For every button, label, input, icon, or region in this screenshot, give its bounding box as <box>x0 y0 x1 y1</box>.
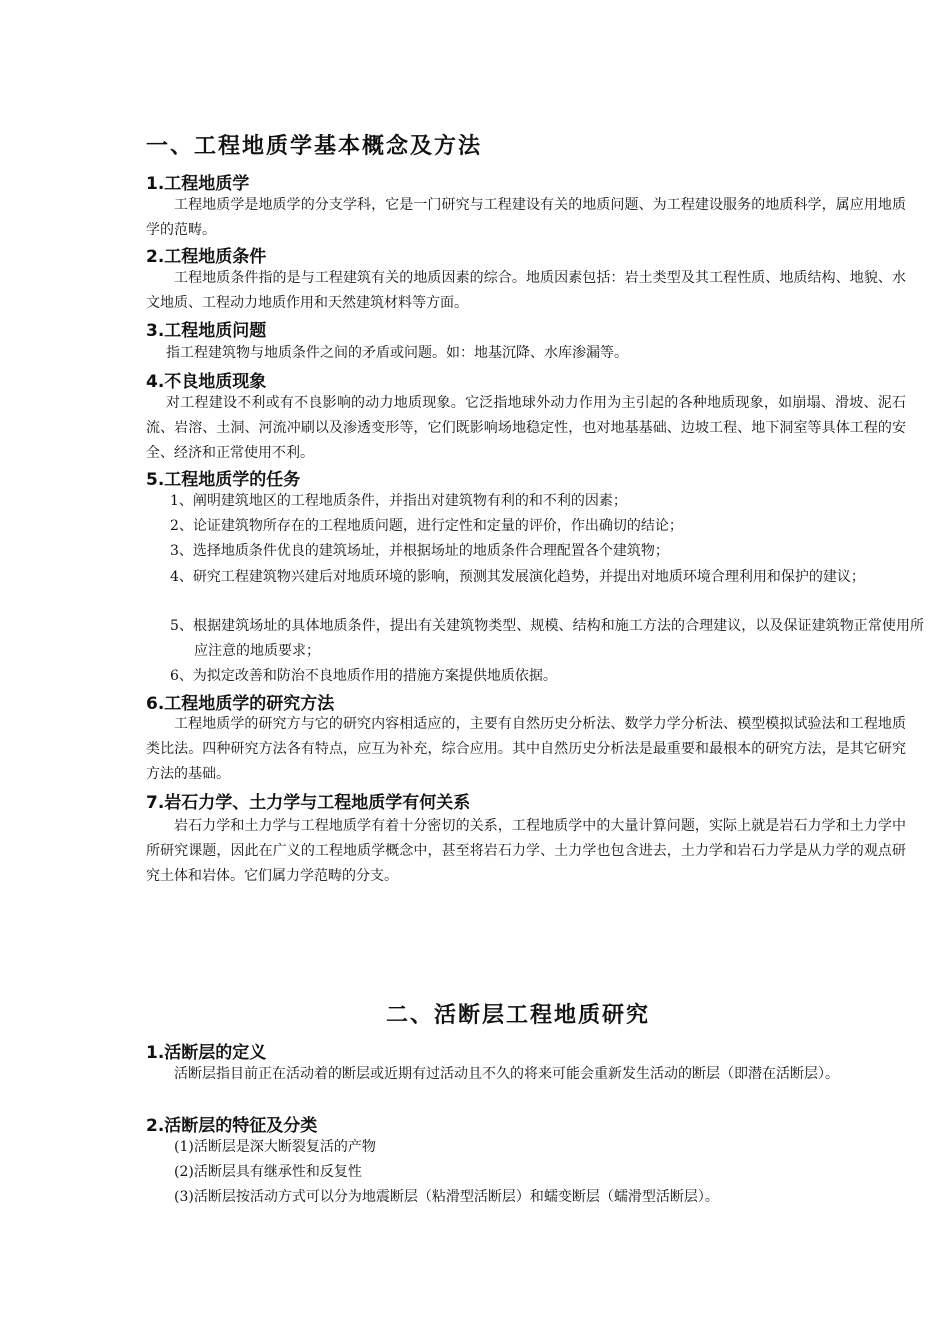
heading-active-fault-features: 2.活断层的特征及分类 <box>146 1116 318 1136</box>
heading-research-methods: 6.工程地质学的研究方法 <box>146 694 335 714</box>
feature-item: (1)活断层是深大断裂复活的产物 <box>174 1139 376 1155</box>
section-2-title: 二、活断层工程地质研究 <box>386 1002 651 1028</box>
feature-item: (2)活断层具有继承性和反复性 <box>174 1164 362 1180</box>
task-item: 1、阐明建筑地区的工程地质条件，并指出对建筑物有利的和不利的因素； <box>170 493 627 509</box>
paragraph-engineering-geology: 工程地质学是地质学的分支学科，它是一门研究与工程建设有关的地质问题、为工程建设服务的地质科学，属应用地质学的范畴。 <box>146 197 906 238</box>
feature-item: (3)活断层按活动方式可以分为地震断层（粘滑型活断层）和蠕变断层（蠕滑型活断层）。 <box>174 1189 719 1205</box>
task-item: 4、研究工程建筑物兴建后对地质环境的影响，预测其发展演化趋势，并提出对地质环境合理利用和保护的建议； <box>170 569 865 585</box>
task-item: 3、选择地质条件优良的建筑场址，并根据场址的地质条件合理配置各个建筑物； <box>170 543 669 559</box>
heading-geological-problems: 3.工程地质问题 <box>146 321 267 341</box>
heading-engineering-geology: 1.工程地质学 <box>146 174 250 194</box>
heading-mechanics-relationship: 7.岩石力学、土力学与工程地质学有何关系 <box>146 793 471 813</box>
section-1-title: 一、工程地质学基本概念及方法 <box>146 133 483 159</box>
task-item: 6、为拟定改善和防治不良地质作用的措施方案提供地质依据。 <box>170 668 557 684</box>
paragraph-geological-problems: 指工程建筑物与地质条件之间的矛盾或问题。如：地基沉降、水库渗漏等。 <box>166 345 628 361</box>
paragraph-research-methods: 工程地质学的研究方与它的研究内容相适应的，主要有自然历史分析法、数学力学分析法、模型模拟试验法和工程地质类比法。四种研究方法各有特点，应互为补充，综合应用。其中自然历史分析法是最重要和最根本的研究方法，是其它研究方法的基础。 <box>146 716 906 782</box>
paragraph-adverse-phenomena: 对工程建设不利或有不良影响的动力地质现象。它泛指地球外动力作用为主引起的各种地质现象，如崩塌、滑坡、泥石流、岩溶、土洞、河流冲刷以及渗透变形等，它们既影响场地稳定性，也对地基基础、边坡工程、地下洞室等具体工程的安全、经济和正常使用不利。 <box>146 395 906 461</box>
heading-geological-conditions: 2.工程地质条件 <box>146 247 267 267</box>
paragraph-geological-conditions: 工程地质条件指的是与工程建筑有关的地质因素的综合。地质因素包括：岩土类型及其工程性质、地质结构、地貌、水文地质、工程动力地质作用和天然建筑材料等方面。 <box>146 270 906 311</box>
paragraph-mechanics-relationship: 岩石力学和土力学与工程地质学有着十分密切的关系，工程地质学中的大量计算问题，实际上就是岩石力学和土力学中所研究课题，因此在广义的工程地质学概念中，甚至将岩石力学、土力学也包含进去，土力学和岩石力学是从力学的观点研究土体和岩体。它们属力学范畴的分支。 <box>146 818 906 884</box>
heading-active-fault-definition: 1.活断层的定义 <box>146 1043 267 1063</box>
task-item: 2、论证建筑物所存在的工程地质问题，进行定性和定量的评价，作出确切的结论； <box>170 518 683 534</box>
task-item: 5、根据建筑场址的具体地质条件，提出有关建筑物类型、规模、结构和施工方法的合理建议，以及保证建筑物正常使用所应注意的地质要求； <box>170 618 924 659</box>
heading-tasks: 5.工程地质学的任务 <box>146 470 301 490</box>
heading-adverse-phenomena: 4.不良地质现象 <box>146 372 267 392</box>
paragraph-active-fault-definition: 活断层指目前正在活动着的断层或近期有过活动且不久的将来可能会重新发生活动的断层（即潜在活断层）。 <box>174 1066 839 1082</box>
